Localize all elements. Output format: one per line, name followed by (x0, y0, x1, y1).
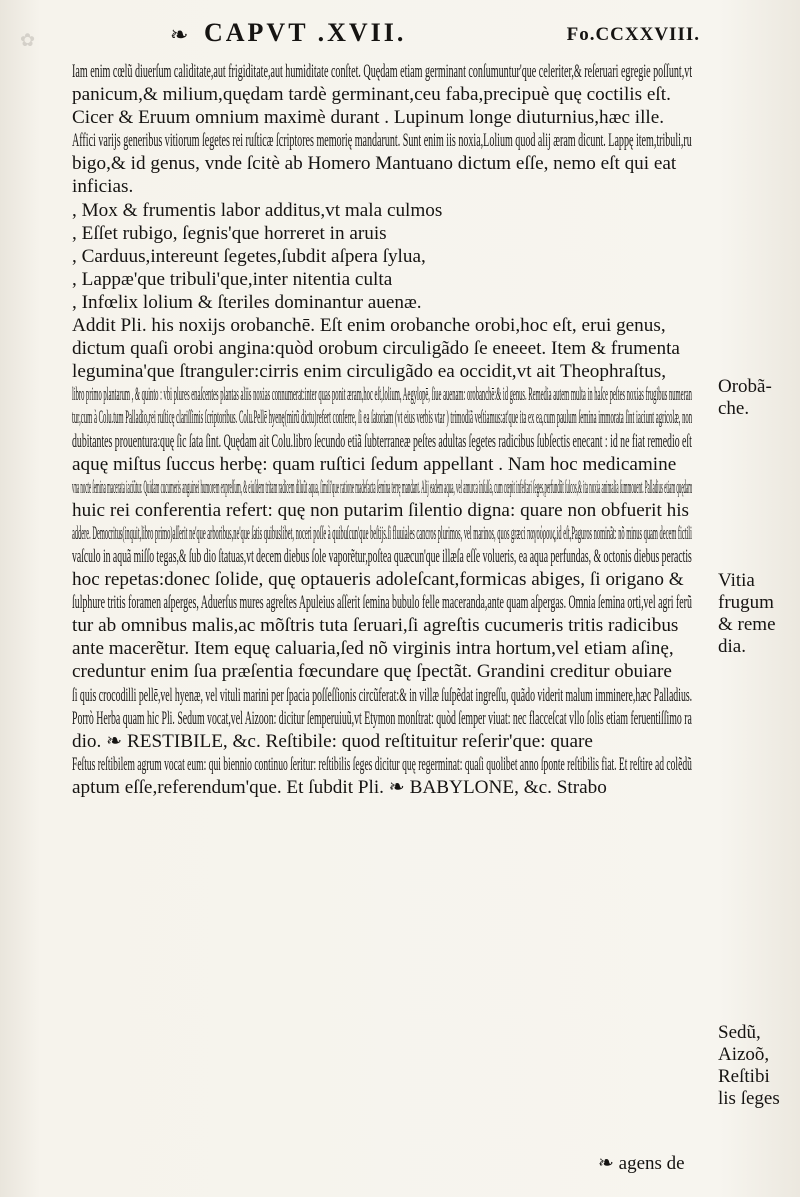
text-line: tur ab omnibus malis,ac mõſtris tuta ſeruari,ſi agreſtis cucumeris tritis radicibus (72, 615, 679, 637)
text-line: ſi quis crocodilli pellē,vel hyenæ, vel vituli marini per ſpacia poſſeſſionis circũferat:& in villæ ſuſpẽdat ingreſſu, quãdo viderit malum imminere,hæc Palladius. (72, 684, 693, 706)
page-header (170, 18, 700, 52)
margin-note-line: dia. (718, 636, 746, 657)
text-line: panicum,& milium,quędam tardè germinant,ceu faba,precipuè quę coctilis eſt. (72, 84, 671, 106)
text-line: legumina'que ſtranguler:cirris enim circuligãdo ea occidit,vt ait Theophraſtus, (72, 361, 666, 383)
text-line: Iam enim cœlũ diuerſum caliditate,aut frigiditate,aut humiditate conſtet. Quędam etiam germinant conſumuntur'que celeriter,& reſeruari egregie poſſunt,vt (72, 61, 692, 82)
text-line: aptum eſſe,referendum'que. Et ſubdit Pli. ❧ BABYLONE, &c. Strabo (72, 776, 607, 798)
text-line: Addit Pli. his noxijs orobanchē. Eſt enim orobanche orobi,hoc eſt, erui genus, (72, 315, 666, 337)
margin-note-line: Aizoõ, (718, 1044, 770, 1065)
text-line: ſulphure tritis foramen aſperges, Aduerſus mures agreſtes Apuleius aſſerit ſemina bubulo felle maceranda,ante quam aſpergas. Omnia ſemina orti,vel agri ferũ (72, 592, 692, 614)
margin-note-line: lis ſeges (718, 1088, 780, 1109)
text-line: Porrò Herba quam hic Pli. Sedum vocat,vel Aizoon: dicitur ſemperuiuũ,vt Etymon monſtrat: quòd ſemper viuat: nec flacceſcat vllo ſolis etiam feruentiſſimo ra (72, 707, 692, 729)
margin-note-line: Sedũ, (718, 1022, 761, 1043)
margin-note-orobanche (718, 376, 798, 420)
text-line: vaſculo in aquã miſſo tegas,& ſub dio ſtatuas,vt decem diebus ſole vaporẽtur,poſtea quæcun'que illæſa eſſe volueris, ea aqua perfundas, & octonis diebus peractis (72, 545, 692, 567)
margin-note-vitia (718, 570, 798, 658)
margin-note-line: Orobã- (718, 376, 772, 397)
bleed-through-mark: ✿ (20, 30, 36, 50)
text-line: huic rei conferentia refert: quę non putarim ſilentio digna: quare non obfuerit his (72, 499, 689, 521)
text-line: ante macerẽtur. Item equę caluaria,ſed nõ virginis intra hortum,vel etiam aſinę, (72, 638, 674, 660)
folio-number: Fo.CCXXVIII. (566, 24, 700, 45)
fleuron-icon: ❧ (170, 22, 189, 47)
text-line: bigo,& id genus, vnde ſcitè ab Homero Mantuano dictum eſſe, nemo eſt qui eat (72, 153, 677, 175)
text-line: libro primo plantarum , & quinto : vbi plures enaſcentes plantas aliis noxias connumerat:inter quas ponit æram,hoc eſt,lolium, Aegylopē, ſiue auenam: orobanchē:& id genus. Remedia autem multa in haſce peſtes noxias frugibus numeran (72, 384, 692, 406)
text-line: vna nocte ſemina macerata iaciũtur. Quidam cucumeris anguinei humorem expreſſum, & eiuſdem tritam radicem diluũt aqua, ſimili'que ratione madefacta ſemina terrę mandant. Alij eadem aqua, vel amurca inſulſa, cum cœpit infeſtari ſeges,perfundũt ſulcos,& ita noxia animalia ſummouent. Palladius etiam quędam (72, 476, 692, 498)
text-line: Cicer & Eruum omnium maximè durant . Lupinum longe diuturnius,hæc ille. (72, 107, 665, 129)
text-line: aquę miſtus ſuccus herbę: quam ruſtici ſedum appellant . Nam hoc medicamine (72, 453, 677, 475)
chapter-title: CAPVT .XVII. (204, 18, 407, 47)
text-line: Feſtus reſtibilem agrum vocat eum: qui biennio continuo ſeritur: reſtibilis ſeges dicitur quę regerminat: quaſi quolibet anno ſponte reſtibilis fiat. Et reſtire ad colẽdũ (72, 753, 692, 775)
text-line: , Mox & frumentis labor additus,vt mala culmos (72, 199, 443, 221)
margin-note-line: & reme (718, 614, 776, 635)
text-line: creduntur enim ſua præſentia fœcundare quę ſpectãt. Grandini creditur obuiare (72, 661, 672, 683)
text-line: inficias. (72, 176, 134, 198)
margin-note-line: Vitia (718, 570, 755, 591)
text-line: hoc repetas:donec ſolide, quę optaueris adoleſcant,formicas abiges, ſi origano & (72, 569, 684, 591)
text-line: addere. Democritus(inquit,libro primo)aſſerit ne'que arboribus,ne'que ſatis quibuslibet, noceri poſſe à quibuſcun'que beſtijs.ſi fluuiales cancros plurimos, vel marinos, quos græci παγούρους,id eſt,Paguros nominãt: nõ minus quam decem fictili (72, 522, 692, 544)
main-text (72, 60, 692, 799)
text-line: dio. ❧ RESTIBILE, &c. Reſtibile: quod reſtituitur reſerir'que: quare (72, 730, 593, 752)
catchword: ❧ agens de (598, 1153, 685, 1174)
text-line: dubitantes prouentura:quę ſic ſata ſint. Quędam ait Colu.libro ſecundo etiã ſubterraneæ peſtes adultas ſegetes radicibus ſubſectis enecant : id ne fiat remedio eſt (72, 430, 692, 452)
text-line: Affici varijs generibus vitiorum ſegetes rei ruſticæ ſcriptores memorię mandarunt. Sunt enim iis noxia,Lolium quod alij æram dicunt. Lappę item,tribuli,ru (72, 130, 692, 152)
text-line: , Carduus,intereunt ſegetes,ſubdit aſpera ſylua, (72, 245, 426, 267)
margin-note-line: che. (718, 398, 750, 419)
text-line: dictum quaſi orobi angina:quòd orobum circuligãdo ſe eneeet. Item & frumenta (72, 338, 680, 360)
text-line: , Lappæ'que tribuli'que,inter nitentia culta (72, 268, 393, 290)
text-line: , Eſſet rubigo, ſegnis'que horreret in aruis (72, 222, 387, 244)
margin-note-line: frugum (718, 592, 774, 613)
text-line: tur,cum à Colu.tum Palladio,rei ruſticę clariſſimis ſcriptoribus. Colu.Pellē hyenę(mirũ dictu)refert conferre, ſi ea ſatoriam (vt eius verbis vtar ) trimodiã veſtiamus:at'que ita ex ea,cum paulum ſemina immorata ſint iaciunt agricolæ, non (72, 407, 692, 429)
margin-note-line: Reſtibi (718, 1066, 770, 1087)
margin-note-sedum (718, 1022, 798, 1110)
text-line: , Infœlix lolium & ſteriles dominantur auenæ. (72, 291, 422, 313)
